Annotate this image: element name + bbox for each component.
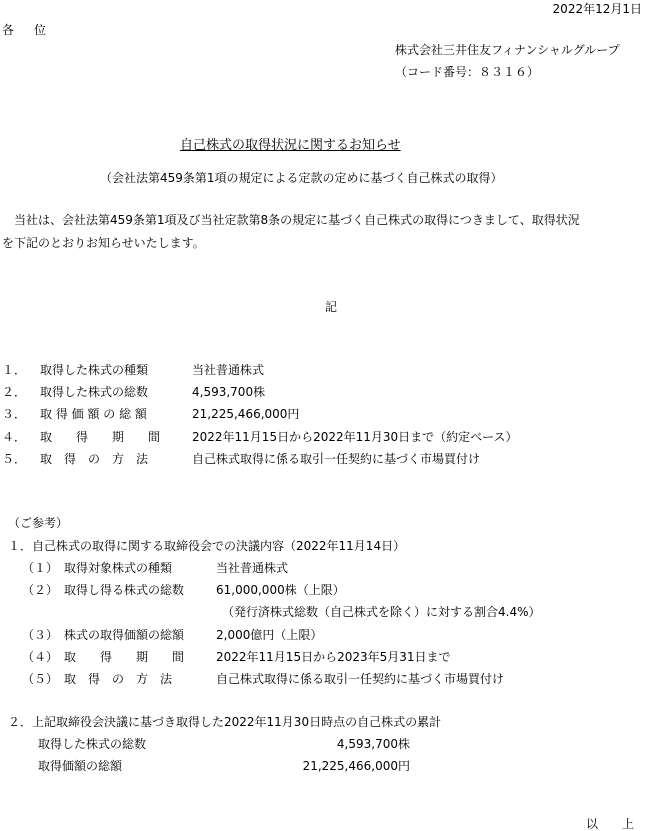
item-value: 2022年11月15日から2023年5月31日まで (216, 650, 451, 664)
closing-mark: 以 上 (585, 817, 640, 831)
item-number: ５． (2, 452, 27, 466)
item-value: 当社普通株式 (216, 561, 289, 575)
item-value: 4,593,700株 (192, 385, 266, 399)
ki-heading: 記 (325, 300, 338, 314)
item-label: 取 得 価 額 の 総 額 (40, 407, 147, 421)
cumulative-value: 21,225,466,000円 (302, 759, 410, 773)
intro-line-2: を下記のとおりお知らせいたします。 (2, 236, 205, 250)
item-value: 当社普通株式 (192, 363, 265, 377)
item-value: 2,000億円（上限） (216, 628, 323, 642)
reference-section-2-title: ２．上記取締役会決議に基づき取得した2022年11月30日時点の自己株式の累計 (8, 715, 442, 729)
item-label: 取 得 期 間 (40, 430, 161, 444)
page-subtitle: （会社法第459条第1項の規定による定款の定めに基づく自己株式の取得） (100, 171, 503, 185)
list-item (22, 584, 345, 596)
reference-heading: （ご参考） (8, 516, 69, 530)
reference-section-1-title: １．自己株式の取得に関する取締役会での決議内容（2022年11月14日） (8, 539, 406, 553)
item-label: 取 得 の 方 法 (40, 452, 149, 466)
item-number: （１） (22, 561, 59, 575)
item-label: 取得対象株式の種類 (64, 561, 173, 575)
item-label: 取 得 の 方 法 (64, 672, 173, 686)
list-item (2, 408, 299, 420)
page-title: 自己株式の取得状況に関するお知らせ (180, 138, 401, 153)
company-name: 株式会社三井住友フィナンシャルグループ (395, 43, 620, 57)
item-label: 取得し得る株式の総数 (64, 583, 185, 597)
item-label: 取得した株式の総数 (40, 385, 149, 399)
item-value: 61,000,000株（上限） (216, 583, 345, 597)
item-value: 自己株式取得に係る取引一任契約に基づく市場買付け (192, 452, 481, 466)
cumulative-label: 取得価額の総額 (38, 759, 123, 773)
list-item (2, 364, 264, 376)
list-item (2, 386, 265, 398)
document-date: 2022年12月1日 (552, 2, 642, 16)
cumulative-label: 取得した株式の総数 (38, 737, 147, 751)
item-number: （４） (22, 650, 59, 664)
stock-code: （コード番号：８３１６） (395, 65, 540, 79)
item-number: （５） (22, 672, 59, 686)
addressee: 各 位 (2, 23, 51, 37)
item-number: （３） (22, 628, 59, 642)
list-item (2, 453, 480, 465)
list-item (2, 431, 518, 443)
item-value: 2022年11月15日から2022年11月30日まで（約定ベース） (192, 430, 518, 444)
item-label: 取得した株式の種類 (40, 363, 149, 377)
item-number: ４． (2, 430, 27, 444)
item-number: １． (2, 363, 27, 377)
item-label: 株式の取得価額の総額 (64, 628, 185, 642)
item-value: 自己株式取得に係る取引一任契約に基づく市場買付け (216, 672, 505, 686)
list-item (22, 629, 322, 641)
ratio-note: （発行済株式総数（自己株式を除く）に対する割合4.4%） (222, 605, 541, 619)
list-item (22, 651, 451, 663)
item-number: ２． (2, 385, 27, 399)
item-number: （２） (22, 583, 59, 597)
item-value: 21,225,466,000円 (192, 407, 300, 421)
item-number: ３． (2, 407, 27, 421)
cumulative-value: 4,593,700株 (336, 737, 410, 751)
list-item (22, 562, 288, 574)
item-label: 取 得 期 間 (64, 650, 185, 664)
list-item (22, 673, 504, 685)
intro-line-1: 当社は、会社法第459条第1項及び当社定款第8条の規定に基づく自己株式の取得につきまして、取得状況 (14, 213, 580, 227)
